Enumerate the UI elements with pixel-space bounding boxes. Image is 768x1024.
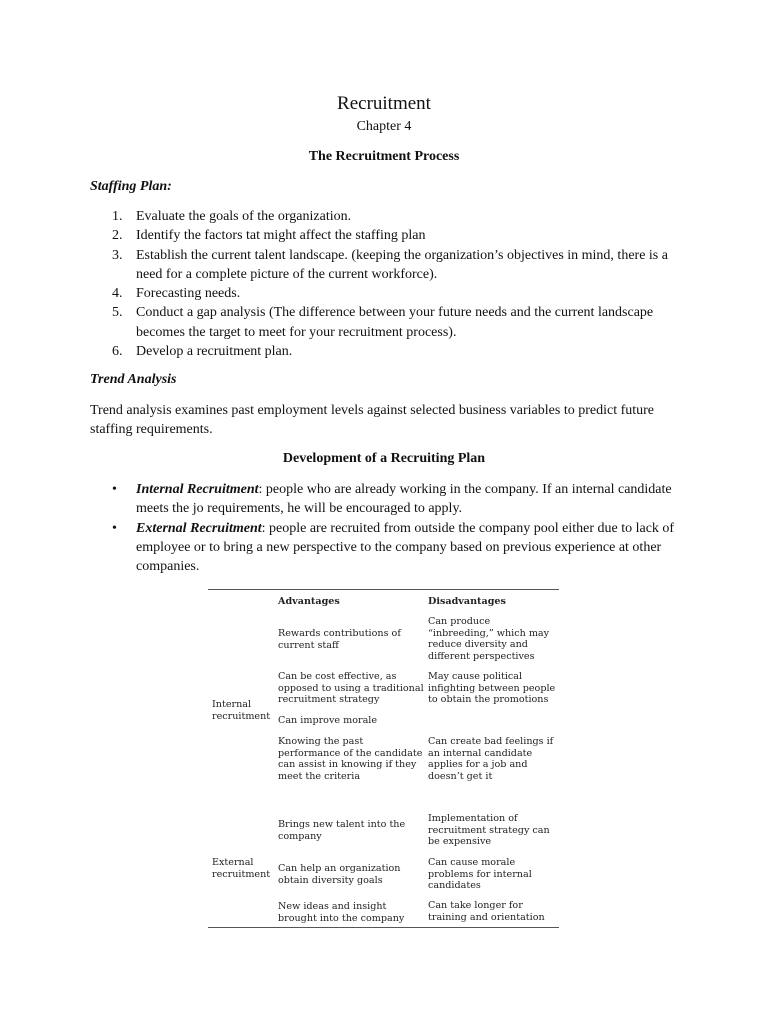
table-top-rule (208, 589, 559, 590)
internal-advantage-cell: Rewards contributions of current staff (278, 628, 401, 651)
list-number: 5. (112, 305, 123, 321)
list-item-text: Develop a recruitment plan. (136, 344, 293, 360)
list-item-text: Forecasting needs. (136, 286, 241, 302)
staffing-plan-heading: Staffing Plan: (90, 179, 172, 194)
external-advantage-cell: Can help an organization obtain diversity goals (278, 863, 401, 886)
list-item-text: : people are recruited from outside the company pool either due to lack of employee or to bring a new perspective to the company based on previous experience at other companies. (136, 520, 675, 575)
recruitment-process-heading: The Recruitment Process (308, 149, 460, 164)
staffing-plan-steps (90, 207, 680, 361)
advantages-header: Advantages (278, 596, 340, 607)
bullet-icon: • (112, 482, 117, 497)
trend-analysis-paragraph: Trend analysis examines past employment levels against selected business variables to predict future staffing requirements. (90, 403, 655, 438)
internal-advantage-cell: Can be cost effective, as opposed to using a traditional recruitment strategy (278, 671, 424, 706)
internal-recruitment-label: Internal recruitment (212, 699, 271, 722)
list-item (90, 480, 680, 519)
internal-disadvantage-cell: Can create bad feelings if an internal candidate applies for a job and doesn’t get it (428, 736, 554, 782)
list-number: 1. (112, 209, 123, 224)
list-item (90, 207, 680, 226)
document-title: Recruitment (337, 93, 431, 114)
list-item-term: External Recruitment (136, 520, 262, 536)
external-advantage-text: New ideas and insight brought into the company (278, 901, 405, 924)
internal-advantage-cell: Can improve morale (278, 715, 378, 726)
list-item (90, 226, 680, 245)
recruitment-comparison-table (208, 589, 559, 929)
list-number: 2. (112, 228, 123, 244)
list-item (90, 342, 680, 361)
disadvantages-header: Disadvantages (428, 596, 506, 607)
list-item-text: Evaluate the goals of the organization. (136, 209, 352, 224)
list-item (90, 246, 680, 285)
external-disadvantage-cell: Can cause morale problems for internal candidates (428, 857, 532, 892)
chapter-label: Chapter 4 (356, 119, 412, 134)
list-item (90, 303, 680, 342)
external-recruitment-label: External recruitment (212, 857, 271, 880)
list-number: 3. (112, 247, 123, 263)
list-item-text: Identify the factors tat might affect the staffing plan (136, 228, 426, 244)
list-item-text: : people who are already working in the company. If an internal candidate meets the jo requirements, he will be encouraged to apply. (136, 482, 672, 517)
list-number: 4. (112, 286, 123, 302)
trend-analysis-heading: Trend Analysis (90, 372, 177, 387)
bullet-icon: • (112, 520, 117, 536)
list-item-text: Conduct a gap analysis (The difference between your future needs and the current landscape becomes the target to meet for your recruitment process). (136, 305, 654, 340)
external-disadvantage-cell: Implementation of recruitment strategy can be expensive (428, 813, 550, 848)
list-item-text: Establish the current talent landscape. (keeping the organization’s objectives in mind, there is a need for a complete picture of the current workforce). (136, 247, 668, 282)
internal-disadvantage-cell: May cause political infighting between people to obtain the promotions (428, 671, 556, 706)
recruitment-types-list (90, 480, 680, 576)
external-advantage-cell: Brings new talent into the company (278, 819, 406, 842)
recruiting-plan-heading: Development of a Recruiting Plan (282, 451, 486, 466)
list-item (90, 284, 680, 303)
internal-advantage-cell: Knowing the past performance of the candidate can assist in knowing if they meet the criteria (278, 736, 423, 782)
external-disadvantage-cell: Can take longer for training and orientation (428, 900, 545, 923)
table-bottom-rule (208, 927, 559, 928)
internal-disadvantage-cell: Can produce “inbreeding,” which may reduce diversity and different perspectives (428, 616, 550, 662)
list-item (90, 519, 680, 577)
list-item-term: Internal Recruitment (136, 482, 259, 497)
list-number: 6. (112, 344, 123, 360)
